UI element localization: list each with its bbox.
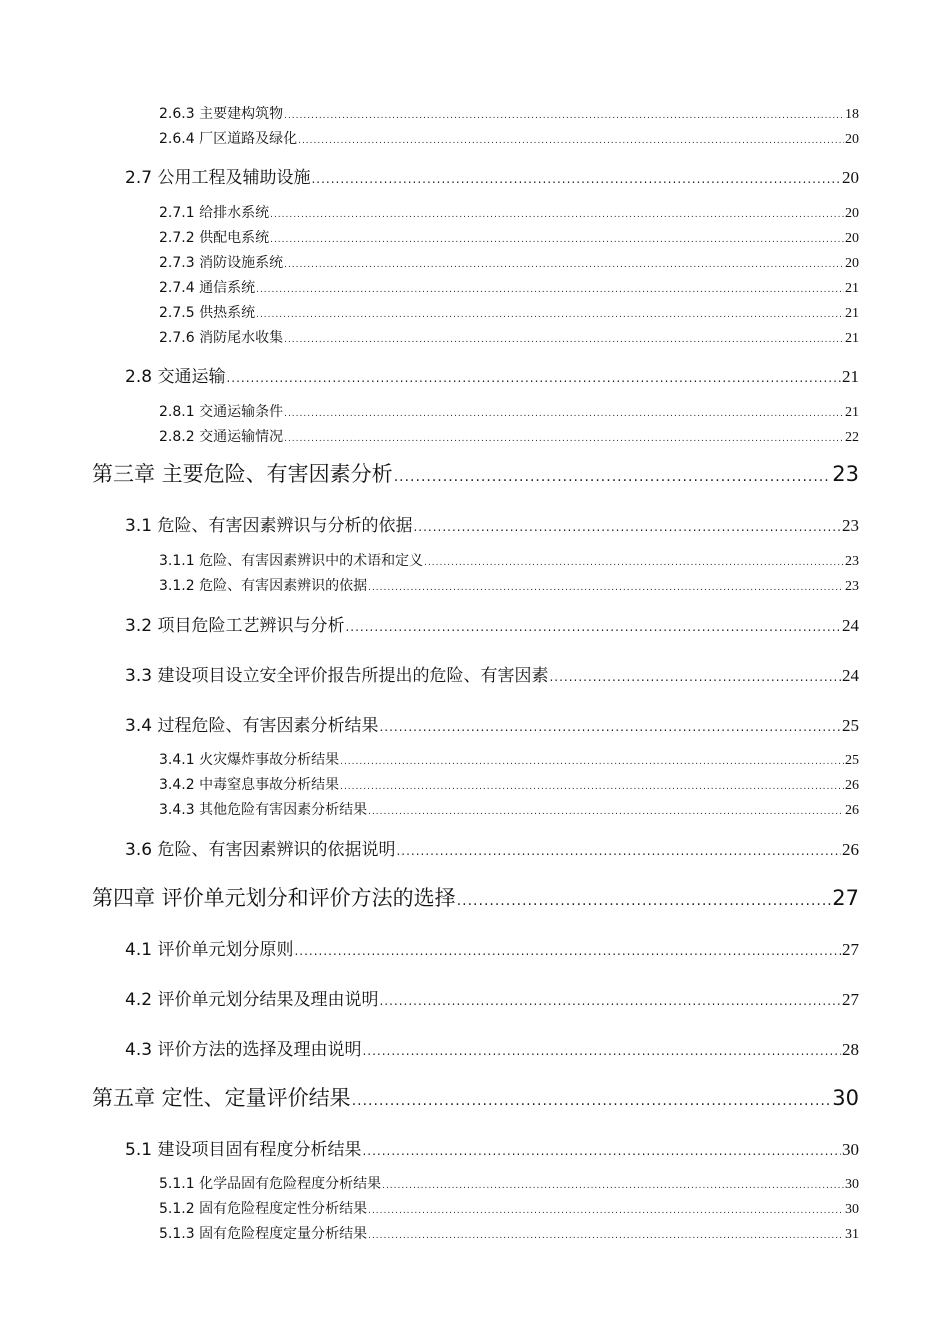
toc-entry[interactable] [159,401,859,421]
toc-entry-page: 21 [845,281,859,296]
dot-leader [549,670,841,684]
toc-entry-page: 20 [845,206,859,221]
toc-entry[interactable] [125,1035,859,1060]
toc-entry-title: 5.1 建设项目固有程度分析结果 [125,1140,362,1160]
dot-leader [311,172,841,186]
toc-entry-title: 2.6.3 主要建构筑物 [159,106,284,122]
toc-chapter[interactable] [92,1082,859,1112]
toc-entry[interactable] [125,935,859,960]
toc-entry-page: 25 [842,716,859,735]
toc-entry[interactable] [125,362,859,387]
dot-leader [352,1093,832,1109]
toc-entry[interactable] [159,327,859,347]
toc-entry-page: 27 [832,886,859,910]
toc-entry-title: 2.7.6 消防尾水收集 [159,330,284,346]
toc-entry-page: 28 [842,1040,859,1059]
dot-leader [256,285,844,295]
toc-entry[interactable] [159,277,859,297]
toc-entry-title: 第三章 主要危险、有害因素分析 [92,462,393,486]
toc-entry-page: 21 [845,306,859,321]
toc-entry[interactable] [159,227,859,247]
toc-entry[interactable] [125,611,859,636]
toc-entry-title: 2.7.5 供热系统 [159,305,256,321]
dot-leader [382,1181,844,1191]
toc-entry-title: 3.3 建设项目设立安全评价报告所提出的危险、有害因素 [125,666,549,686]
dot-leader [284,409,844,419]
toc-entry[interactable] [159,252,859,272]
toc-entry-page: 26 [845,803,859,818]
dot-leader [226,371,841,385]
toc-entry-title: 第四章 评价单元划分和评价方法的选择 [92,886,456,910]
toc-entry-title: 3.1.2 危险、有害因素辨识的依据 [159,578,368,594]
dot-leader [298,136,844,146]
toc-entry[interactable] [159,1223,859,1243]
toc-entry[interactable] [125,511,859,536]
toc-entry[interactable] [159,774,859,794]
toc-entry-title: 5.1.3 固有危险程度定量分析结果 [159,1226,368,1242]
dot-leader [256,310,844,320]
toc-entry[interactable] [159,799,859,819]
dot-leader [294,944,841,958]
dot-leader [270,235,844,245]
toc-entry-title: 2.7.2 供配电系统 [159,230,270,246]
toc-entry-title: 4.2 评价单元划分结果及理由说明 [125,990,379,1010]
toc-entry-page: 20 [845,231,859,246]
toc-entry-page: 23 [845,554,859,569]
toc-entry-page: 23 [832,462,859,486]
toc-entry[interactable] [159,302,859,322]
toc-entry[interactable] [125,163,859,188]
dot-leader [345,620,841,634]
dot-leader [457,893,832,909]
toc-entry[interactable] [125,985,859,1010]
toc-entry[interactable] [159,103,859,123]
toc-entry-page: 26 [845,778,859,793]
toc-entry-page: 30 [845,1177,859,1192]
toc-entry-title: 2.7.3 消防设施系统 [159,255,284,271]
toc-entry-page: 21 [845,331,859,346]
toc-entry-page: 23 [842,516,859,535]
toc-entry-page: 30 [845,1202,859,1217]
dot-leader [368,1206,844,1216]
toc-entry-page: 31 [845,1227,859,1242]
dot-leader [368,1231,844,1241]
toc-entry[interactable] [159,202,859,222]
toc-entry[interactable] [159,426,859,446]
toc-entry[interactable] [159,575,859,595]
dot-leader [340,757,844,767]
toc-entry-title: 2.6.4 厂区道路及绿化 [159,131,298,147]
toc-entry-title: 第五章 定性、定量评价结果 [92,1086,351,1110]
toc-entry-title: 2.8.2 交通运输情况 [159,429,284,445]
toc-entry-title: 2.8.1 交通运输条件 [159,404,284,420]
dot-leader [396,844,841,858]
toc-entry-title: 4.3 评价方法的选择及理由说明 [125,1040,362,1060]
toc-entry-page: 24 [842,616,859,635]
dot-leader [379,720,841,734]
toc-entry-page: 21 [842,367,859,386]
toc-entry-title: 3.6 危险、有害因素辨识的依据说明 [125,840,396,860]
toc-entry-title: 2.7.4 通信系统 [159,280,256,296]
dot-leader [379,994,841,1008]
dot-leader [368,807,844,817]
dot-leader [362,1144,841,1158]
toc-entry-title: 2.7 公用工程及辅助设施 [125,168,311,188]
dot-leader [284,434,844,444]
dot-leader [284,335,844,345]
toc-entry-page: 18 [845,107,859,122]
toc-entry-page: 20 [842,168,859,187]
toc-entry-page: 20 [845,256,859,271]
toc-entry[interactable] [159,1173,859,1193]
toc-entry[interactable] [125,711,859,736]
toc-entry-title: 3.4.2 中毒窒息事故分析结果 [159,777,340,793]
toc-entry-page: 23 [845,579,859,594]
toc-entry-page: 27 [842,940,859,959]
toc-chapter[interactable] [92,882,859,912]
toc-entry-page: 26 [842,840,859,859]
toc-entry[interactable] [125,835,859,860]
toc-entry[interactable] [159,1198,859,1218]
dot-leader [340,782,844,792]
toc-entry-title: 3.4.1 火灾爆炸事故分析结果 [159,752,340,768]
toc-entry-title: 4.1 评价单元划分原则 [125,940,294,960]
toc-entry-title: 2.7.1 给排水系统 [159,205,270,221]
toc-entry-page: 21 [845,405,859,420]
toc-entry-page: 22 [845,430,859,445]
toc-entry[interactable] [159,128,859,148]
toc-entry[interactable] [125,1135,859,1160]
dot-leader [424,558,844,568]
dot-leader [362,1044,841,1058]
dot-leader [368,583,844,593]
toc-entry-page: 30 [842,1140,859,1159]
toc-entry-title: 3.4.3 其他危险有害因素分析结果 [159,802,368,818]
toc-entry[interactable] [159,550,859,570]
toc-entry-title: 5.1.2 固有危险程度定性分析结果 [159,1201,368,1217]
toc-entry[interactable] [159,749,859,769]
toc-entry-title: 3.2 项目危险工艺辨识与分析 [125,616,345,636]
toc-entry-title: 3.4 过程危险、有害因素分析结果 [125,716,379,736]
toc-entry-title: 3.1.1 危险、有害因素辨识中的术语和定义 [159,553,424,569]
toc-entry-page: 27 [842,990,859,1009]
toc-entry-title: 3.1 危险、有害因素辨识与分析的依据 [125,516,413,536]
toc-entry-page: 30 [832,1086,859,1110]
dot-leader [284,111,844,121]
toc-entry-page: 25 [845,753,859,768]
toc-entry[interactable] [125,661,859,686]
toc-entry-page: 20 [845,132,859,147]
toc-entry-title: 2.8 交通运输 [125,367,226,387]
toc-chapter[interactable] [92,458,859,488]
dot-leader [394,469,832,485]
dot-leader [284,260,844,270]
toc-entry-page: 24 [842,666,859,685]
dot-leader [270,210,844,220]
toc-entry-title: 5.1.1 化学品固有危险程度分析结果 [159,1176,382,1192]
dot-leader [413,520,841,534]
